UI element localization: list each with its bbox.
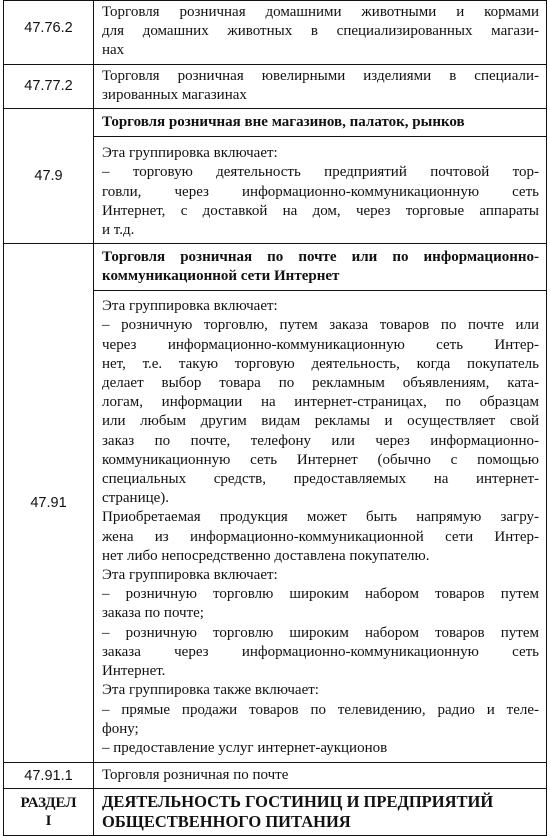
desc-line: странице). (102, 490, 170, 507)
desc-line: логам, информации на интернет-страницах, по образцам (102, 394, 539, 411)
row-title (94, 244, 547, 291)
desc-line: коммуникационную сеть Интернет (обычно с помощью (102, 451, 539, 468)
desc-line: или любым другим видам рекламы и осуществляет свой (102, 413, 539, 430)
row-description (94, 1, 547, 65)
desc-line: фону; (102, 720, 139, 737)
table-row (4, 109, 547, 137)
section-title-line: ОБЩЕСТВЕННОГО ПИТАНИЯ (102, 812, 351, 832)
table-row (4, 1, 547, 65)
section-row (4, 789, 547, 836)
desc-line: жена из информационно-коммуникационной сети Интер- (102, 528, 539, 545)
desc-line: специальных средств, предоставляемых на интернет- (102, 471, 539, 488)
section-code-line: РАЗДЕЛ (20, 795, 77, 812)
section-code (4, 789, 94, 836)
desc-line: заказа по почте; (102, 605, 204, 622)
desc-line: Эта группировка также включает: (102, 682, 319, 699)
desc-line: для домашних животных в специализированных магази- (102, 23, 539, 40)
desc-line: через информационно-коммуникационную сеть Интер- (102, 336, 539, 353)
row-description (94, 137, 547, 244)
row-description (94, 291, 547, 763)
title-line: Торговля розничная вне магазинов, палаток, рынков (102, 114, 465, 131)
desc-line: нет, т.е. такую торговую деятельность, когда покупатель (102, 355, 539, 372)
desc-line: заказ по почте, телефону или через информационно- (102, 432, 539, 449)
section-code-line: I (45, 813, 52, 830)
desc-line: нах (102, 42, 125, 59)
section-title-line: ДЕЯТЕЛЬНОСТЬ ГОСТИНИЦ И ПРЕДПРИЯТИЙ (102, 792, 494, 812)
desc-line: – розничную торговлю, путем заказа товаров по почте или (102, 317, 539, 334)
row-code: 47.77.2 (4, 64, 94, 108)
desc-line: – предоставление услуг интернет-аукционов (102, 739, 388, 756)
row-code: 47.76.2 (4, 1, 94, 65)
title-line: коммуникационной сети Интернет (102, 268, 340, 285)
row-code: 47.9 (4, 109, 94, 244)
title-line: Торговля розничная по почте или по информационно- (102, 249, 539, 266)
desc-line: Эта группировка включает: (102, 145, 278, 162)
section-title (94, 789, 547, 836)
desc-line: – прямые продажи товаров по телевидению, радио и теле- (102, 701, 539, 718)
desc-line: Эта группировка включает: (102, 567, 278, 584)
row-description (94, 64, 547, 108)
desc-line: говли, через информационно-коммуникационную сеть (102, 183, 539, 200)
desc-line: Торговля розничная ювелирными изделиями в специали- (102, 67, 539, 84)
desc-line: Торговля розничная домашними животными и кормами (102, 4, 539, 20)
desc-line: зированных магазинах (102, 86, 247, 103)
desc-line: и т.д. (102, 222, 135, 239)
desc-line: Интернет, с доставкой на дом, через торговые аппараты (102, 202, 539, 219)
desc-line: Интернет. (102, 663, 166, 680)
desc-line: – торговую деятельность предприятий почтовой тор- (102, 164, 539, 181)
table-row (4, 244, 547, 291)
row-code: 47.91 (4, 244, 94, 763)
desc-line: Приобретаемая продукция может быть напрямую загру- (102, 509, 539, 526)
desc-line: – розничную торговлю широким набором товаров путем (102, 624, 539, 641)
desc-line: Эта группировка включает: (102, 298, 278, 315)
row-code: 47.91.1 (4, 763, 94, 789)
desc-line: делает выбор товара по рекламным объявлениям, ката- (102, 375, 539, 392)
desc-line: нет либо непосредственно доставлена покупателю. (102, 547, 430, 564)
desc-line: – розничную торговлю широким набором товаров путем (102, 586, 539, 603)
classifier-table (3, 0, 547, 836)
table-row (4, 763, 547, 789)
classifier-page (3, 0, 547, 836)
row-description (94, 763, 547, 789)
row-title (94, 109, 547, 137)
desc-line: Торговля розничная по почте (102, 767, 289, 784)
desc-line: заказа через информационно-коммуникационную сеть (102, 643, 539, 660)
table-row (4, 64, 547, 108)
